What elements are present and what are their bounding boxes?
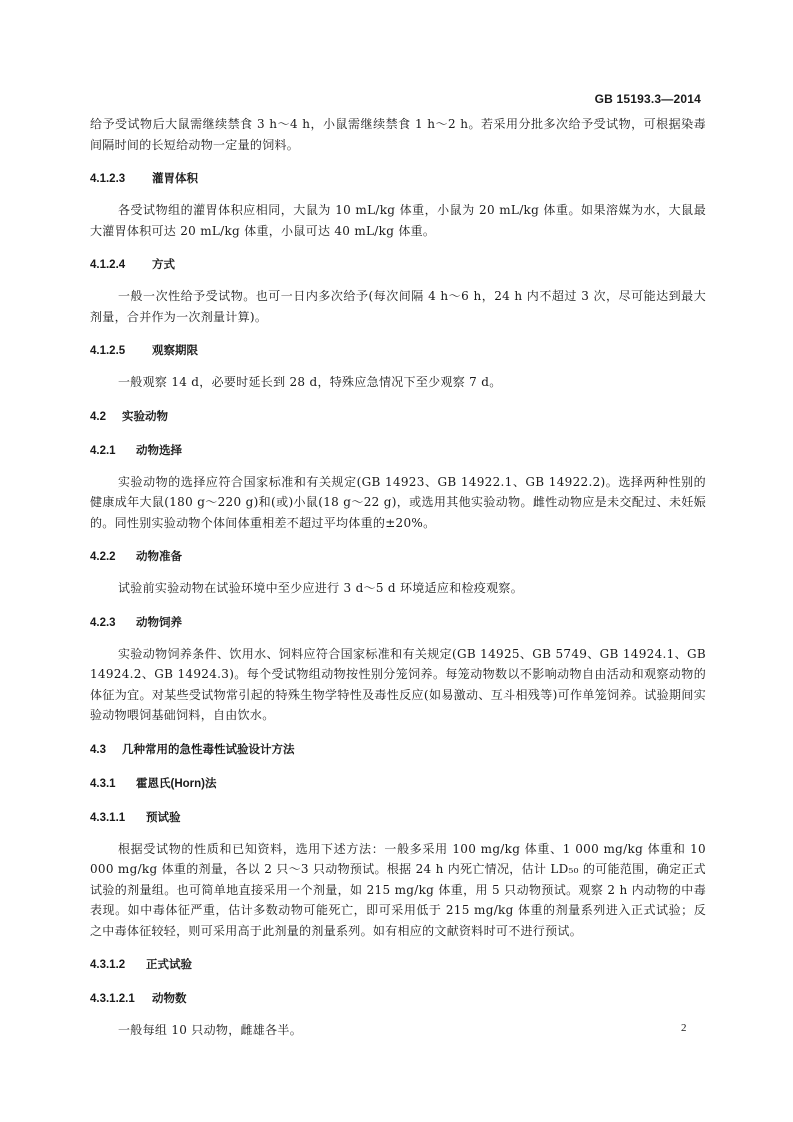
section-number: 4.1.2.5 <box>90 345 126 357</box>
section-number: 4.3.1 <box>90 777 116 790</box>
section-title: 方式 <box>152 259 175 271</box>
standard-code-header: GB 15193.3—2014 <box>594 92 701 106</box>
body-paragraph: 一般每组 10 只动物，雌雄各半。 <box>118 1023 302 1037</box>
section-title: 霍恩氏(Horn)法 <box>136 777 217 790</box>
section-number: 4.1.2.3 <box>90 173 126 185</box>
body-paragraph: 实验动物的选择应符合国家标准和有关规定(GB 14923、GB 14922.1、GB 14922.2)。选择两种性别的健康成年大鼠(180 g～220 g)和(或)小鼠(18 g～22 g)，或选用其他实验动物。雌性动物应是未交配过、未妊娠的。同性别实验动物个体间体重相差不超过平均体重的±20%。 <box>90 474 706 530</box>
section-number: 4.2 <box>90 410 106 423</box>
section-heading <box>90 989 706 1009</box>
section-heading <box>90 547 706 567</box>
section-number: 4.1.2.4 <box>90 259 126 271</box>
section-title: 几种常用的急性毒性试验设计方法 <box>122 743 295 756</box>
section-heading <box>90 255 706 275</box>
section-number: 4.3.1.2.1 <box>90 993 135 1005</box>
body-paragraph: 一般观察 14 d，必要时延长到 28 d，特殊应急情况下至少观察 7 d。 <box>118 375 502 389</box>
body-paragraph: 实验动物饲养条件、饮用水、饲料应符合国家标准和有关规定(GB 14925、GB 5749、GB 14924.1、GB 14924.2、GB 14924.3)。每个受试物组动物按性别分笼饲养。每笼动物数以不影响动物自由活动和观察动物的体征为宜。对某些受试物常引起的特殊生物学特性及毒性反应(如易激动、互斗相残等)可作单笼饲养。试验期间实验动物喂饲基础饲料，自由饮水。 <box>90 646 706 722</box>
document-body <box>90 114 706 1041</box>
section-number: 4.3.1.1 <box>90 811 126 824</box>
section-title: 灌胃体积 <box>152 173 198 185</box>
section-number: 4.2.3 <box>90 616 116 629</box>
section-title: 动物准备 <box>136 551 182 563</box>
body-paragraph: 各受试物组的灌胃体积应相同，大鼠为 10 mL/kg 体重，小鼠为 20 mL/kg 体重。如果溶媒为水，大鼠最大灌胃体积可达 20 mL/kg 体重，小鼠可达 40 mL/kg 体重。 <box>90 203 706 238</box>
section-heading <box>90 441 706 461</box>
body-paragraph: 一般一次性给予受试物。也可一日内多次给予(每次间隔 4 h～6 h，24 h 内不超过 3 次，尽可能达到最大剂量，合并作为一次剂量计算)。 <box>90 289 706 324</box>
section-title: 观察期限 <box>152 345 198 357</box>
section-heading <box>90 808 706 828</box>
section-title: 动物选择 <box>136 444 182 457</box>
page-number: 2 <box>681 1022 687 1034</box>
section-number: 4.2.2 <box>90 551 116 563</box>
section-heading <box>90 169 706 189</box>
section-heading <box>90 341 706 361</box>
section-heading <box>90 774 706 794</box>
section-title: 正式试验 <box>146 959 192 971</box>
section-title: 动物数 <box>152 993 187 1005</box>
section-heading <box>90 613 706 633</box>
section-number: 4.2.1 <box>90 444 116 457</box>
section-title: 实验动物 <box>122 410 168 423</box>
section-heading <box>90 740 706 760</box>
body-paragraph: 根据受试物的性质和已知资料，选用下述方法：一般多采用 100 mg/kg 体重、1 000 mg/kg 体重和 10 000 mg/kg 体重的剂量，各以 2 只～3 只动物预试。根据 24 h 内死亡情况，估计 LD₅₀ 的可能范围，确定正式试验的剂量组。也可简单地直接采用一个剂量，如 215 mg/kg 体重，用 5 只动物预试。观察 2 h 内动物的中毒表现。如中毒体征严重，估计多数动物可能死亡，即可采用低于 215 mg/kg 体重的剂量系列进入正式试验；反之中毒体征较轻，则可采用高于此剂量的剂量系列。如有相应的文献资料时可不进行预试。 <box>90 841 706 938</box>
section-title: 预试验 <box>146 811 181 824</box>
body-paragraph: 试验前实验动物在试验环境中至少应进行 3 d～5 d 环境适应和检疫观察。 <box>118 581 523 595</box>
section-heading <box>90 955 706 975</box>
body-paragraph: 给予受试物后大鼠需继续禁食 3 h～4 h，小鼠需继续禁食 1 h～2 h。若采用分批多次给予受试物，可根据染毒间隔时间的长短给动物一定量的饲料。 <box>90 117 706 152</box>
section-number: 4.3 <box>90 743 106 756</box>
section-heading <box>90 407 706 427</box>
section-number: 4.3.1.2 <box>90 959 126 971</box>
section-title: 动物饲养 <box>136 616 182 629</box>
